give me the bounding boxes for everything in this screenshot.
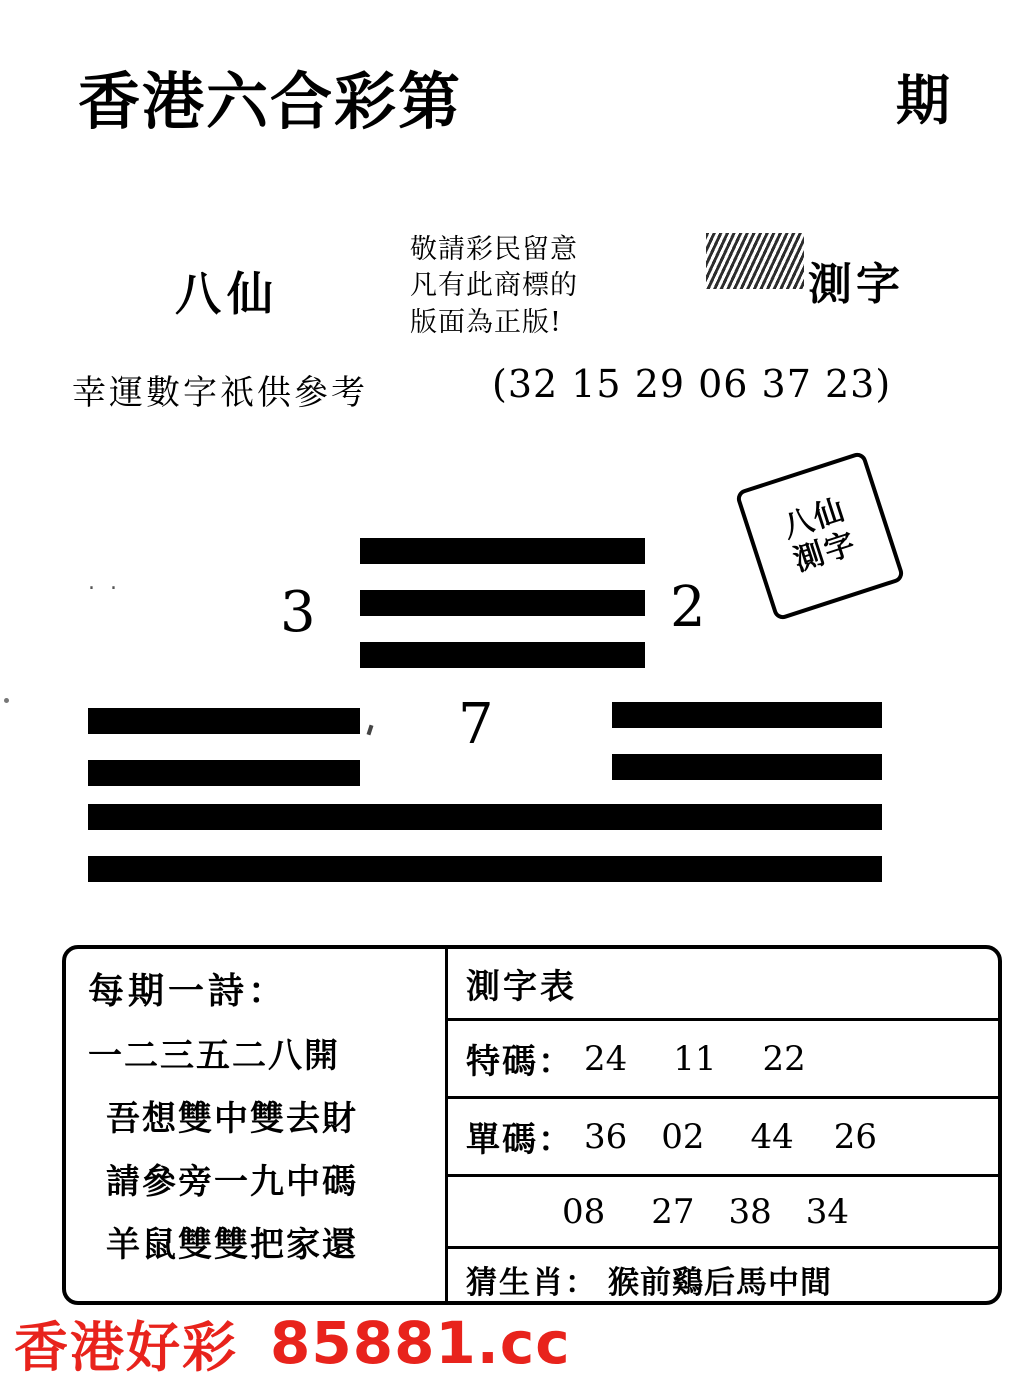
hexagram-bar-2 [360, 590, 645, 616]
hexagram-bar-4-left [88, 708, 360, 734]
hexagram-bar-3 [360, 642, 645, 668]
hexagram-bar-5-left [88, 760, 360, 786]
special-code-3: 22 [762, 1038, 806, 1079]
page-title [78, 52, 968, 142]
poem-line-1: 一二三五二八開 [88, 1036, 340, 1076]
notice-line-3: 版面為正版! [410, 306, 562, 338]
baxian-label: 八仙 [175, 267, 279, 321]
hexagram-bar-5-right [612, 754, 882, 780]
poem-line-2: 吾想雙中雙去財 [106, 1099, 358, 1139]
tick-mark-icon [367, 725, 374, 736]
hexagram-bar-4-right [612, 702, 882, 728]
table-row [448, 1021, 1002, 1099]
notice-line-1: 敬請彩民留意 [410, 234, 578, 265]
cezi-table [448, 949, 1002, 1301]
poem-title: 每期一詩： [88, 970, 289, 1012]
special-code-2: 11 [673, 1038, 717, 1079]
baxian-cezi-stamp-text: 八仙 測字 [778, 492, 861, 579]
single-code-label: 單碼： [466, 1120, 574, 1160]
special-code-label: 特碼： [466, 1042, 574, 1082]
poem-line-3: 請參旁一九中碼 [106, 1162, 358, 1202]
title-main-text: 香港六合彩第 [78, 65, 463, 138]
poem-line-4: 羊鼠雙雙把家還 [106, 1225, 358, 1265]
cezi-table-title: 測字表 [448, 949, 1002, 1021]
ink-stamp-icon [706, 233, 804, 289]
poem-section [66, 949, 448, 1301]
hexagram-number-right: 2 [670, 575, 706, 640]
footer-url: 85881.cc [270, 1309, 571, 1377]
extra-code-1: 08 [562, 1191, 606, 1232]
extra-code-4: 34 [805, 1191, 850, 1232]
single-code-4: 26 [833, 1116, 878, 1157]
title-period-text: 期 [896, 68, 950, 132]
hexagram-bar-1 [360, 538, 645, 564]
single-code-3: 44 [750, 1116, 794, 1157]
extra-code-2: 27 [651, 1191, 695, 1232]
zodiac-row [448, 1249, 1002, 1305]
zodiac-label: 猜生肖： [466, 1264, 598, 1301]
special-code-1: 24 [584, 1038, 628, 1079]
cezi-label: 測字 [808, 259, 904, 310]
footer-watermark [14, 1308, 1020, 1378]
lucky-numbers-label: 幸運數字祇供參考 [72, 373, 368, 413]
hexagram-bar-6 [88, 804, 882, 830]
notice-line-2: 凡有此商標的 [410, 270, 578, 302]
hexagram-number-left: 3 [280, 580, 316, 645]
single-code-2: 02 [661, 1116, 705, 1157]
dots-marker: . . [88, 570, 121, 595]
bottom-panel [62, 945, 1002, 1305]
table-row [448, 1177, 1002, 1249]
hexagram-bar-7 [88, 856, 882, 882]
footer-brand: 香港好彩 [14, 1314, 238, 1379]
single-code-1: 36 [584, 1116, 628, 1157]
notice-block [410, 232, 578, 341]
table-row [448, 1099, 1002, 1177]
zodiac-value: 猴前鷄后馬中間 [608, 1264, 832, 1301]
extra-code-3: 38 [728, 1191, 772, 1232]
margin-dot-icon [4, 698, 9, 703]
lucky-numbers-value: (32 15 29 06 37 23) [492, 362, 892, 406]
hexagram-number-center: 7 [458, 692, 494, 757]
